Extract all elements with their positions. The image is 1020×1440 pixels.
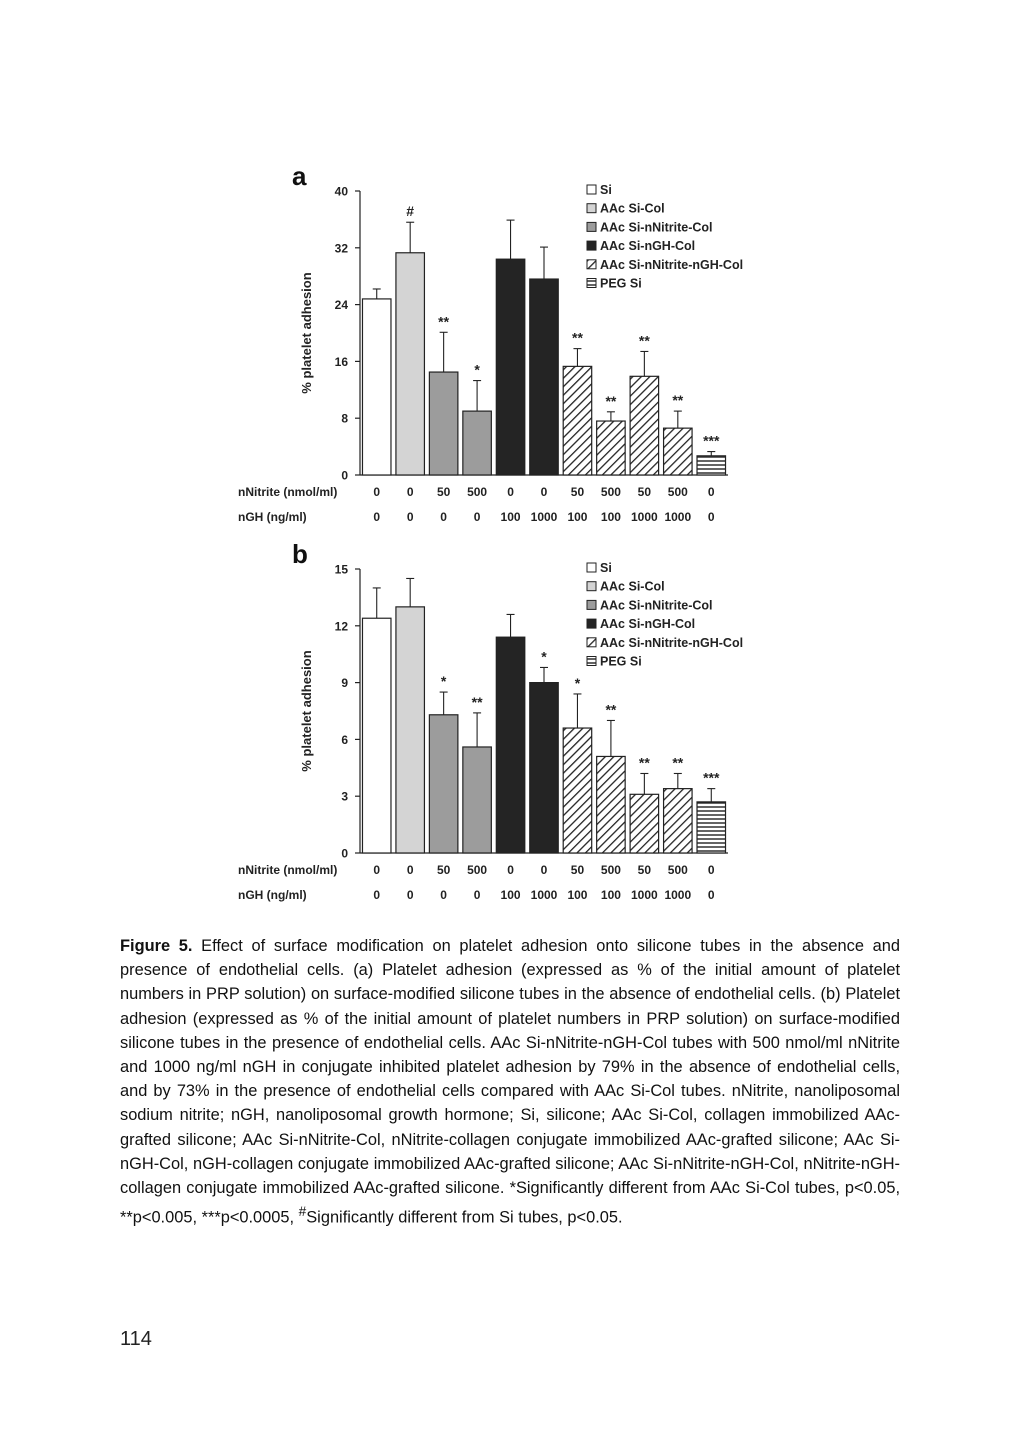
- x-tick-label-ngh: 1000: [530, 510, 558, 524]
- x-tick-label-nnitrite: 0: [507, 485, 514, 499]
- x-tick-label-ngh: 0: [707, 888, 715, 902]
- legend-label: AAc Si-nNitrite-Col: [600, 598, 713, 613]
- y-tick-label: 32: [334, 241, 348, 256]
- x-tick-label-nnitrite: 50: [570, 863, 585, 877]
- y-tick-label: 12: [334, 619, 348, 634]
- bar: [563, 366, 592, 475]
- legend-label: AAc Si-nNitrite-nGH-Col: [600, 257, 744, 272]
- bar: [429, 715, 458, 853]
- significance-marker: *: [574, 674, 581, 691]
- x-tick-label-ngh: 1000: [631, 510, 658, 524]
- x-tick-label-nnitrite: 50: [570, 485, 585, 499]
- y-tick-label: 24: [334, 298, 348, 313]
- x-tick-label-ngh: 100: [567, 888, 588, 902]
- legend-label: AAc Si-nNitrite-Col: [600, 220, 713, 235]
- x-tick-label-nnitrite: 0: [406, 485, 414, 499]
- bar: [697, 456, 726, 475]
- bar: [630, 376, 659, 475]
- x-tick-label-ngh: 0: [440, 888, 447, 902]
- x-tick-label-ngh: 1000: [664, 510, 692, 524]
- legend-label: AAc Si-nGH-Col: [600, 239, 696, 254]
- y-axis-label: % platelet adhesion: [299, 650, 314, 772]
- page-number: 114: [120, 1328, 152, 1350]
- y-tick-label: 0: [341, 846, 348, 861]
- significance-marker: ***: [703, 432, 720, 449]
- x-tick-label-nnitrite: 500: [467, 863, 488, 877]
- bar: [496, 259, 524, 475]
- y-tick-label: 3: [341, 789, 348, 804]
- figure-caption: [120, 934, 900, 1230]
- bar: [664, 428, 693, 475]
- bar: [597, 421, 626, 475]
- bar: [664, 789, 693, 853]
- x-tick-label-ngh: 1000: [631, 888, 658, 902]
- significance-marker: **: [672, 754, 684, 771]
- bar: [496, 637, 524, 853]
- x-tick-label-nnitrite: 50: [436, 863, 451, 877]
- significance-marker: **: [471, 693, 483, 710]
- x-tick-label-nnitrite: 0: [373, 485, 381, 499]
- bar: [597, 756, 626, 853]
- x-tick-label-nnitrite: 500: [467, 485, 488, 499]
- x-tick-label-nnitrite: 0: [707, 485, 715, 499]
- row-label-ngh: nGH (ng/ml): [238, 510, 307, 524]
- x-tick-label-nnitrite: 500: [667, 485, 688, 499]
- legend-swatch: [587, 279, 596, 288]
- significance-marker: #: [406, 203, 415, 220]
- caption-superscript: #: [298, 1204, 307, 1220]
- significance-marker: *: [440, 673, 447, 690]
- bar: [362, 618, 391, 853]
- x-tick-label-nnitrite: 0: [540, 863, 548, 877]
- x-tick-label-ngh: 100: [600, 510, 621, 524]
- x-tick-label-ngh: 0: [406, 510, 414, 524]
- x-tick-label-ngh: 1000: [664, 888, 692, 902]
- bar: [630, 794, 659, 853]
- x-tick-label-ngh: 0: [473, 888, 481, 902]
- row-label-nnitrite: nNitrite (nmol/ml): [238, 485, 338, 499]
- caption-text: Effect of surface modification on platelet adhesion onto silicone tubes in the absence and presence of endothelial cells. (a) Platelet adhesion (expressed as % of the initial amount of platelet numbers in PRP solution) on surface-modified silicone tubes in the absence of endothelial cells. (b) Platelet adhesion (expressed as % of the initial amount of platelet numbers in PRP solution) on surface-modified silicone tubes in the presence of endothelial cells. AAc Si-nNitrite-nGH-Col tubes with 500 nmol/ml nNitrite and 1000 ng/ml nGH in conjugate inhibited platelet adhesion by 79% in the absence of endothelial cells, and by 73% in the presence of endothelial cells compared with AAc Si-Col tubes. nNitrite, nanoliposomal sodium nitrite; nGH, nanoliposomal growth hormone; Si, silicone; AAc Si-Col, collagen immobilized AAc-grafted silicone; AAc Si-nNitrite-Col, nNitrite-collagen conjugate immobilized AAc-grafted silicone; AAc Si-nGH-Col, nGH-collagen conjugate immobilized AAc-grafted silicone; AAc Si-nNitrite-nGH-Col, nNitrite-nGH-collagen conjugate immobilized AAc-grafted silicone. *Significantly different from AAc Si-Col tubes, p<0.05, **p<0.005, ***p<0.0005,: [120, 937, 901, 1227]
- x-tick-label-nnitrite: 50: [637, 485, 652, 499]
- bar: [463, 747, 492, 853]
- legend-label: PEG Si: [600, 276, 642, 291]
- significance-marker: ***: [703, 769, 720, 786]
- legend-swatch: [587, 638, 596, 647]
- x-tick-label-nnitrite: 500: [600, 485, 621, 499]
- bar: [362, 299, 391, 475]
- y-tick-label: 8: [341, 411, 348, 426]
- legend-label: PEG Si: [600, 654, 642, 669]
- row-label-ngh: nGH (ng/ml): [238, 888, 307, 902]
- y-tick-label: 16: [334, 354, 348, 369]
- bar: [697, 802, 726, 853]
- significance-marker: **: [672, 392, 684, 409]
- x-tick-label-nnitrite: 500: [600, 863, 621, 877]
- y-tick-label: 0: [341, 468, 348, 483]
- legend-label: Si: [600, 561, 612, 575]
- x-tick-label-nnitrite: 50: [436, 485, 451, 499]
- bar: [530, 683, 559, 853]
- significance-marker: **: [605, 701, 617, 718]
- bar: [396, 607, 425, 853]
- bar: [463, 411, 492, 475]
- x-tick-label-ngh: 0: [406, 888, 414, 902]
- chart-panel-b: [0, 538, 1020, 908]
- y-tick-label: 6: [341, 732, 348, 747]
- bar: [429, 372, 458, 475]
- x-tick-label-ngh: 1000: [530, 888, 558, 902]
- x-tick-label-nnitrite: 0: [540, 485, 548, 499]
- bar: [563, 728, 592, 853]
- x-tick-label-nnitrite: 500: [667, 863, 688, 877]
- x-tick-label-nnitrite: 50: [637, 863, 652, 877]
- x-tick-label-nnitrite: 0: [507, 863, 514, 877]
- x-tick-label-ngh: 0: [373, 888, 381, 902]
- significance-marker: **: [638, 332, 650, 349]
- y-tick-label: 15: [334, 562, 348, 577]
- significance-marker: *: [541, 648, 547, 665]
- legend-label: Si: [600, 183, 612, 197]
- x-tick-label-ngh: 0: [440, 510, 447, 524]
- caption-tail: Significantly different from Si tubes, p<0.05.: [306, 1208, 623, 1227]
- x-tick-label-ngh: 0: [373, 510, 381, 524]
- x-tick-label-ngh: 100: [500, 888, 521, 902]
- x-tick-label-ngh: 100: [567, 510, 588, 524]
- legend-swatch: [587, 222, 596, 231]
- legend-swatch: [587, 185, 596, 194]
- y-tick-label: 9: [341, 676, 348, 691]
- y-axis-label: % platelet adhesion: [299, 272, 314, 394]
- x-tick-label-ngh: 0: [707, 510, 715, 524]
- x-tick-label-nnitrite: 0: [373, 863, 381, 877]
- x-tick-label-ngh: 0: [473, 510, 481, 524]
- legend-swatch: [587, 260, 596, 269]
- x-tick-label-ngh: 100: [600, 888, 621, 902]
- legend-swatch: [587, 563, 596, 572]
- significance-marker: *: [474, 361, 480, 378]
- figure-label: Figure 5.: [120, 937, 193, 955]
- legend-swatch: [587, 241, 596, 250]
- x-tick-label-nnitrite: 0: [406, 863, 414, 877]
- row-label-nnitrite: nNitrite (nmol/ml): [238, 863, 338, 877]
- x-tick-label-ngh: 100: [500, 510, 521, 524]
- legend-label: AAc Si-nNitrite-nGH-Col: [600, 635, 744, 650]
- legend-swatch: [587, 657, 596, 666]
- legend-swatch: [587, 619, 596, 628]
- bar: [530, 279, 559, 475]
- chart-panel-a: [0, 160, 1020, 530]
- legend-swatch: [587, 204, 596, 213]
- significance-marker: **: [638, 754, 650, 771]
- legend-swatch: [587, 582, 596, 591]
- legend-label: AAc Si-Col: [600, 579, 665, 594]
- legend-swatch: [587, 600, 596, 609]
- panel-label: b: [292, 539, 308, 569]
- bar: [396, 253, 425, 475]
- x-tick-label-nnitrite: 0: [707, 863, 715, 877]
- significance-marker: **: [572, 329, 583, 346]
- significance-marker: **: [605, 392, 617, 409]
- significance-marker: **: [438, 313, 450, 330]
- panel-label: a: [292, 161, 307, 191]
- legend-label: AAc Si-Col: [600, 201, 665, 216]
- y-tick-label: 40: [334, 184, 348, 199]
- legend-label: AAc Si-nGH-Col: [600, 617, 696, 632]
